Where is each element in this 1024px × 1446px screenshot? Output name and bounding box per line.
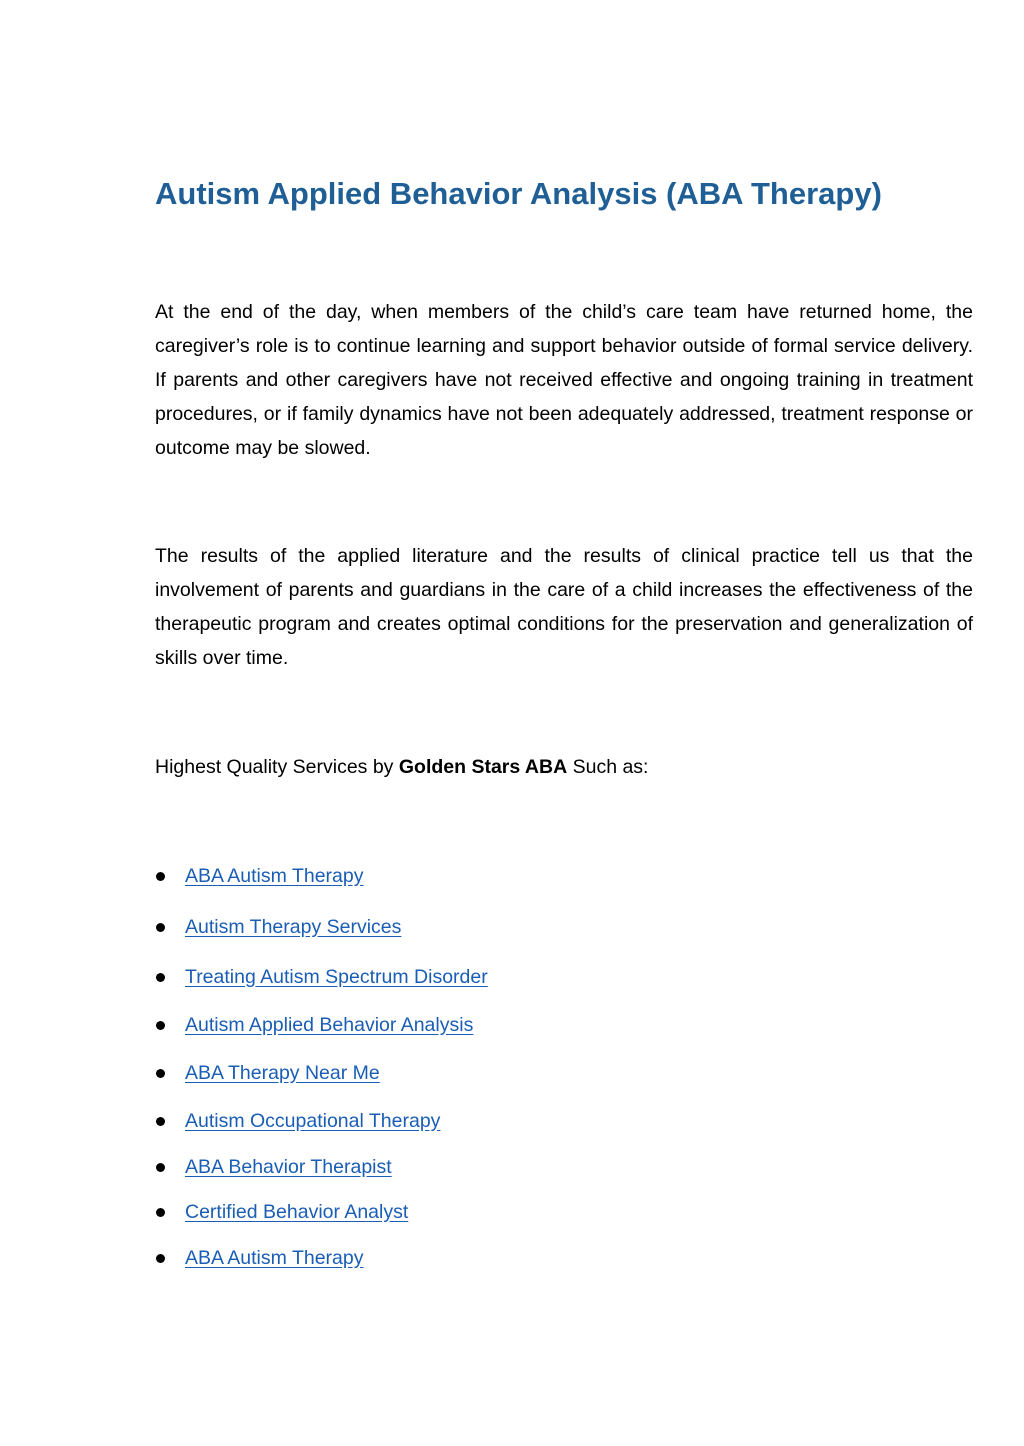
page-title: Autism Applied Behavior Analysis (ABA Therapy) — [155, 176, 882, 211]
bullet-dot-icon — [156, 1208, 165, 1217]
paragraph-caregiver-role: At the end of the day, when members of the child’s care team have returned home, the caregiver’s role is to continue learning and support behavior outside of formal service delivery. If parents and other caregivers have not received effective and ongoing training in treatment procedures, or if family dynamics have not been adequately addressed, treatment response or outcome may be slowed. — [155, 301, 973, 459]
services-intro-prefix: Highest Quality Services by — [155, 756, 399, 778]
services-intro-suffix: Such as: — [567, 756, 649, 778]
service-link-aba-behavior-therapist[interactable]: ABA Behavior Therapist — [185, 1155, 392, 1178]
paragraph-parent-involvement: The results of the applied literature and the results of clinical practice tell us that the involvement of parents and guardians in the care of a child increases the effectiveness of the therapeutic program and creates optimal conditions for the preservation and generalization of skills over time. — [155, 545, 973, 669]
service-link-autism-occupational-therapy[interactable]: Autism Occupational Therapy — [185, 1109, 441, 1132]
list-item — [155, 1243, 363, 1273]
list-item — [155, 1058, 380, 1088]
bullet-dot-icon — [156, 923, 165, 932]
service-link-certified-behavior-analyst[interactable]: Certified Behavior Analyst — [185, 1200, 409, 1223]
brand-name: Golden Stars ABA — [398, 756, 568, 778]
list-item — [155, 1106, 440, 1136]
bullet-dot-icon — [156, 1117, 165, 1126]
list-item — [155, 1197, 408, 1227]
list-item — [155, 861, 363, 891]
service-link-aba-therapy-near-me[interactable]: ABA Therapy Near Me — [185, 1061, 380, 1084]
list-item — [155, 962, 488, 992]
service-link-aba-autism-therapy[interactable]: ABA Autism Therapy — [185, 864, 364, 887]
bullet-dot-icon — [156, 973, 165, 982]
list-item — [155, 1152, 392, 1182]
service-link-aba-autism-therapy-2[interactable]: ABA Autism Therapy — [185, 1246, 364, 1269]
bullet-dot-icon — [156, 872, 165, 881]
service-link-autism-therapy-services[interactable]: Autism Therapy Services — [185, 915, 402, 938]
list-item — [155, 912, 401, 942]
list-item — [155, 1010, 473, 1040]
bullet-dot-icon — [156, 1069, 165, 1078]
service-link-autism-applied-behavior-analysis[interactable]: Autism Applied Behavior Analysis — [185, 1013, 474, 1036]
service-link-treating-autism-spectrum-disorder[interactable]: Treating Autism Spectrum Disorder — [185, 965, 488, 988]
services-list — [155, 0, 855, 1446]
bullet-dot-icon — [156, 1254, 165, 1263]
bullet-dot-icon — [156, 1021, 165, 1030]
bullet-dot-icon — [156, 1163, 165, 1172]
